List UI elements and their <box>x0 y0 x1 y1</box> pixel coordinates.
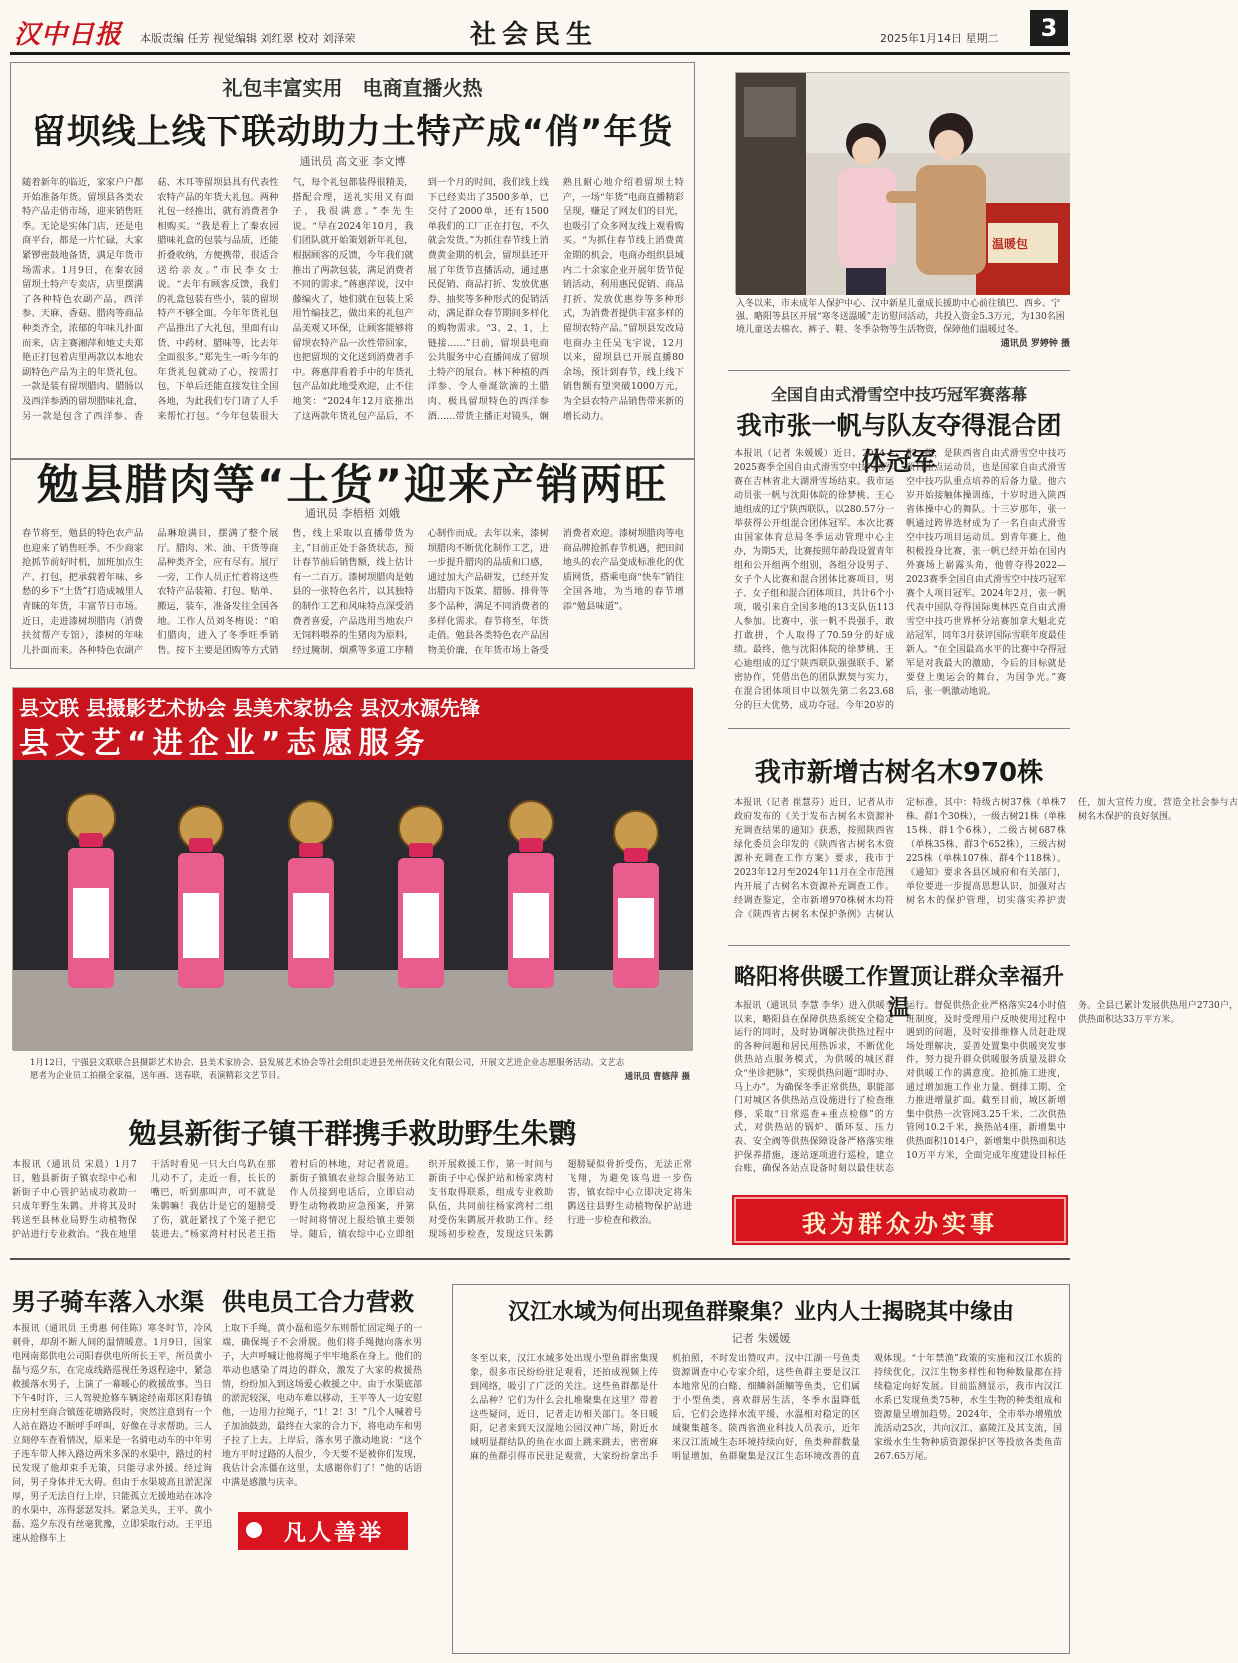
article-rescue-title-left: 男子骑车落入水渠 <box>12 1288 204 1316</box>
newspaper-logo: 汉中日报 <box>14 20 123 50</box>
article-fish-title: 汉江水域为何出现鱼群聚集？业内人士揭晓其中缘由 <box>507 1300 1014 1325</box>
winter-warmth-credit: 通讯员 罗婷钟 摄 <box>1000 339 1070 349</box>
section-title: 社会民生 <box>470 20 599 50</box>
article-liuba-byline: 通讯员 高文亚 李文博 <box>299 155 406 168</box>
divider-heating-top <box>728 945 1070 946</box>
article-rescue-body-left: 本报讯（通讯员 王勇惠 何佳陈）寒冬时节，冷风刺骨，却刮不断人间的温情暖意。1月9日，国家电网南郑供电公司阳春供电所所长王平，所员黄小磊与巡夕东，在完成线路巡视任务返程途中，紧急救援落水男子，上演了一幕暖心的救援故事。当日下午4时许，三人驾驶抢修车辆途经南郑区阳春镇庄房村至商合镇莲花塘路段时，突然注意到有一个人站在路边不断呼手呼叫，好像在寻求帮助。三人立刻停车查看情况，原来是一名骑电动车的中年男子连车带人摔入路边两米多深的水渠中，路过的村民发现了他却束手无策，只能寻求外援。经过询问，男子身体并无大碍。但由于水渠坡高且淤泥深厚，男子无法自行上岸，只能孤立无援地站在冰冷的水渠中，冻得瑟瑟发抖。紧急关头，王平、黄小磊、巡夕东没有丝毫犹豫，立即采取行动。王平迅速从抢修车上 <box>12 1324 212 1544</box>
article-rescue-body-right: 上取下手绳，黄小磊和巡夕东则帮忙固定绳子的一端，确保绳子不会滑脱。他们将手绳抛向落水男子，大声呼喊让他将绳子牢牢地系在身上。他们的举动也感染了周边的群众，激发了大家的救援热情，纷纷加入到这场爱心救援之中。由于水渠底部的淤泥较深，电动车难以移动，王平等人一边安慰他，一边用力拉绳子，“1！2！3！”几个人喊着号子加油鼓劲，最终在大家的合力下，将电动车和男子拉了上去。上岸后，落水男子激动地说：“这个地方平时过路的人很少，今天要不是被你们发现，我估计会冻僵在这里，太感谢你们了！”他的话语中满是感激与庆幸。 <box>222 1324 422 1488</box>
article-ibis-body: 本报讯（通讯员 宋晨）1月7日，勉县新街子镇农综中心和新街子中心管护站成功救助一只成年野生朱鹮。并将其及时转送至县林业局野生动植物保护站进行专业救治。“我在地里干活时看见一只大白鸟趴在那儿动不了，走近一看，长长的嘴巴，听到那叫声，可不就是朱鹮嘛！我估计是它的翅膀受了伤，就赶紧找了个笼子把它装进去。”杨家湾村村民老王指着村后的林地，对记者说道。新街子镇镇农业综合服务站工作人员接到电话后，立即启动野生动物救助应急预案，并第一时间将情况上报给镇主要领导。随后，镇农综中心立即组织开展救援工作，第一时间与新街子中心保护站和杨家湾村支书取得联系，组成专业救助队伍，共同前往杨家湾村二组对受伤朱鹮展开救助工作。经现场初步检查，发现这只朱鹮翅膀疑似骨折受伤，无法正常飞翔，为避免该鸟进一步伤害，镇农综中心立即决定将朱鹮送往县野生动植物保护站进行进一步检查和救治。 <box>12 1160 692 1240</box>
good-deed-dot-icon <box>246 1522 262 1538</box>
dance-credit: 通讯员 曹德萍 摄 <box>624 1072 690 1082</box>
article-fish-body: 冬至以来，汉江水域多处出现小型鱼群密集现象，很多市民纷纷驻足观看，还拍成视频上传到网络，吸引了广泛的关注。这些鱼群都是什么品种？它们为什么会扎堆聚集在这里？带着这些疑问，近日，记者走访相关部门。冬日暖阳，记者来到天汉湿地公园汉神广场，附近水域明显群结队的鱼在水面上跳来跳去，密密麻麻的鱼群引得市民驻足观赏，大家纷纷拿出手机拍照，不时发出赞叹声。汉中江湖一号鱼类资源调查中心专家介绍，这些鱼群主要是汉江本地常见的白鲦、细鳞斜颌鲴等鱼类，它们属于小型鱼类，喜欢群居生活，冬季水温降低后，它们会选择水流平缓、水温相对稳定的区域聚集越冬。陕西省渔业科技人员表示，近年来汉江流域生态环境持续向好，鱼类种群数量明显增加，鱼群聚集是汉江生态环境改善的直观体现。“十年禁渔”政策的实施和汉江水质的持续优化，汉江生物多样性和物种数量都在持续稳定向好发展。目前监测显示，我市内汉江水系已发现鱼类75种，水生生物的种类组成和资源量呈增加趋势。2024年，全市举办增殖放流活动25次，共向汉江、嘉陵江及其支流，国家级水生生物种质资源保护区等投放各类鱼苗267.65万尾。 <box>470 1354 1062 1462</box>
article-ski-kicker: 全国自由式滑雪空中技巧冠军赛落幕 <box>770 385 1027 404</box>
article-liuba-body: 随着新年的临近，家家户户都开始准备年货。留坝县各类农特产品走俏市场，迎来销售旺季。无论是实体门店，还是电商平台，都是一片忙碌，大家紧锣密鼓地备货，满足年货市场需求。1月9日，在秦农园留坝土特产专卖店，店里摆满了各种特色农副产品，西洋参、天麻、香菇、腊肉等商品种类齐全，浓郁的年味儿扑面而来，店主赛湘萍和她丈夫郑艳正打包着店里两款以本地农副特色产品为主的年货礼包。一款是装有留坝腊肉、腊肠以及西洋参酒的留坝腊味礼盒，另一款是包含了西洋参、香菇、木耳等留坝县具有代表性农特产品的年货大礼包。两种礼包一经推出，就有消费者争相购买。“我是看上了秦农园腊味礼盒的包装与品质，还能折叠收纳，方便携带，很适合送给亲友。”市民李女士说。“去年有顾客反馈，我们的礼盒包装有些小，装的留坝特产不够全面。今年年货礼包产品推出了大礼包，里面有山货、中药材、腊味等，比去年全面很多。”郑先生一听今年的年货礼包就动了心，按需打包，下单后还能直接发往全国各地，为此我们专门请了人手来帮忙打包。“今年包装很大气，每个礼包都装得很精美，搭配合理，送礼实用又有面子，我很满意。”李先生说。“早在2024年10月，我们团队就开始策划新年礼包，根据顾客的反馈，今年我们就推出了两款包装，满足消费者不同的需求。”蒋惠萍说，汉中藤编火了，她们就在包装上采用竹编技艺，做出来的礼包产品美观又环保，让顾客能够将留坝农特产品一次性带回家，也把留坝的文化送到消费者手中。蒋惠萍看着手中的年货礼包产品如此地受欢迎，止不住地笑：“2024年12月底推出了这两款年货礼包产品后，不到一个月的时间，我们线上线下已经卖出了3500多单，已交付了2000单，还有1500单我们的工厂正在打包，不久就会发货。”为抓住春节线上消费黄金期的机会，留坝县还开展了年货节直播活动，通过惠民促销、商品打折、发放优惠券、抽奖等多种形式的促销活动，满足群众春节期间多样化的购物需求。“3、2、1，上链接……”日前，留坝县电商公共服务中心直播间成了留坝土特产的展台。林下种植的西洋参、令人垂涎欲滴的土腊肉、极具留坝特色的西洋参酒……带货主播正对镜头，娴熟且耐心地介绍着留坝土特产，一场“年货”电商直播精彩呈现，赚足了网友们的目光，也吸引了众多网友线上观看购买。“为抓住春节线上消费黄金期的机会，电商办组织县域内二十余家企业开展年货节促销活动，利用惠民促销、商品打折、发放优惠券等多种形式，为消费者提供丰富多样的留坝农特产品。”留坝县发改局电商办主任吴飞宇说，12月以来，留坝县已开展直播80余场，预计到春节，线上线下销售额有望突破1000万元，为全县农特产品销售带来新的增长动力。 <box>22 177 684 422</box>
winter-warmth-photo <box>735 72 1069 294</box>
warmth-box-label: 温暖包 <box>992 237 1029 251</box>
article-heating-body: 本报讯（通讯员 李慧 李华）进入供暖季以来，略阳县在保障供热系统安全稳定运行的同时，及时协调解决供热过程中的各种问题和居民用热诉求，不断优化供热站点服务模式，为供暖的城区群众“坐诊把脉”，实现供热问题“即时办、马上办”。为确保冬季正常供热，职能部门对城区各供热站点设施进行了检查维修，采取“日常巡查+重点检修”的方式，对供热站的锅炉、循环泵、压力表、安全阀等供热保障设备严格落实维护保养措施，逐站逐项进行巡检，建立台账，确保各站点设备时刻以最佳状态运行。督促供热企业严格落实24小时值班制度，及时受理用户反映使用过程中遇到的问题，及时安排维修人员赶赴现场处理解决，妥善处置集中供暖突发事件，努力提升群众供暖服务质量及群众对供暖工作的满意度。抢抓施工进度，通过增加施工作业力量、倒排工期、全力推进增量扩面。截至目前，城区新增集中供热一次管网3.25千米、二次供热管网10.2千米，换热站4座，新增集中供热面积1014户，新增集中供热面积达10万平方米，全面完成年度建设目标任务。全县已累计发展供热用户2730户，供热面积达33万平方米。 <box>734 1001 1238 1175</box>
article-ski-title: 我市张一帆与队友夺得混合团体冠军 <box>736 411 1062 476</box>
article-ski-body: 本报讯（记者 朱媛媛）近日，2024—2025赛季全国自由式滑雪空中技巧冠军赛在吉林省北大湖滑雪场结束。我市运动员张一帆与沈阳体院的徐梦桃、王心迪组成的辽宁陕西联队，以280.57分一举获得公开组混合团体冠军。本次比赛由国家体育总局冬季运动管理中心主办，为期5天，比赛按照年龄段设置青年组和公开组两个组别，各组分设男子、女子个人比赛和混合团体比赛项目，男子、女子组和混合团体项目，共计6个小项，吸引来自全国多地的13支队伍113人参加。比赛中，张一帆不畏强手，敢打敢拼，个人取得了70.59分的好成绩。最终，他与沈阳体院的徐梦桃、王心迪组成的辽宁陕西联队强强联手、紧密协作，凭借出色的团队默契与实力，在混合团体项目中以领先第二名23.68分的巨大优势，成功夺冠。今年20岁的张一帆，是陕西省自由式滑雪空中技巧项目重点运动员，也是国家自由式滑雪空中技巧队重点培养的后备力量。他六岁开始接触体操训练，十岁时进入陕西省体操中心的舞队。十三岁那年，张一帆通过跨界选材成为了一名自由式滑雪空中技巧项目运动员。到青年赛上，他积极投身比赛，张一帆已经开始在国内外赛场上崭露头角，他曾夺得2022—2023赛季全国自由式滑雪空中技巧冠军赛个人项目冠军。2024年2月，张一帆代表中国队夺得国际奥林匹克自由式滑雪空中技巧世界杯分站赛加拿大魁北克站冠军，同年3月获评国际雪联年度最佳新人。“在全国最高水平的比赛中夺得冠军是对我最大的激励，今后的目标就是要登上奥运会的舞台，为国争光。”赛后，张一帆激动地说。 <box>734 449 1066 711</box>
dance-performance-photo <box>12 687 692 1050</box>
divider-trees-top <box>728 728 1070 729</box>
dance-banner-main: 县文艺“进企业”志愿服务 <box>19 726 431 761</box>
issue-date: 2025年1月14日 星期二 <box>880 32 999 45</box>
article-trees-title: 我市新增古树名木970株 <box>754 758 1044 788</box>
article-heating-title: 略阳将供暖工作置顶让群众幸福升温 <box>733 965 1064 1021</box>
article-rescue-title-right: 供电员工合力营救 <box>222 1288 414 1316</box>
page-number: 3 <box>1030 10 1068 46</box>
article-ibis-title: 勉县新街子镇干群携手救助野生朱鹮 <box>128 1117 577 1150</box>
article-mianxian-body: 春节将至，勉县的特色农产品也迎来了销售旺季。不少商家抢抓节前好时机，加班加点生产、打包，把承载着年味、乡愁的乡下“土货”打造成城里人青睐的年货，丰富节日市场。近日，走进漆树坝腊肉（消费扶贫帮产专馆），漆树的年味儿扑面而来。各种特色农副产品琳琅满目，摆满了整个展厅。腊肉、米、油、干货等商品种类齐全，应有尽有。展厅一旁，工作人员正忙着将这些农特产品装箱、打包、贴单、搬运，装车，准备发往全国各地。工作人员刘冬梅说：“咱们腊肉，进入了冬季旺季销售。按下主要是团购等方式销售，线上采取以直播带货为主，”目前正处于备货状态，预计春节前后销售额，线上估计有一二百万。漆树坝腊肉是勉县的一张特色名片，以其独特的制作工艺和风味特点深受消费者喜爱，产品选用当地农户无饲料喂养的生猪肉为原料，经过腌制、烟熏等多道工序精心制作而成。去年以来，漆树坝腊肉不断优化制作工艺，进一步提升腊肉的品质和口感，通过加大产品研发，已经开发出腊肉下饭菜、腊肠、排骨等多个品种，满足不同消费者的多样化需求。春节将至，年货走俏。勉县各类特色农产品因物美价廉，在年货市场上备受消费者欢迎。漆树坝腊肉等电商品牌抢抓春节机遇，把田间地头的农产品变成标准化的优质网货，搭乘电商“快车”销往全国各地，为当地的春节增添“勉县味道”。 <box>22 528 684 656</box>
article-liuba-title: 留坝线上线下联动助力土特产成“俏”年货 <box>31 112 674 152</box>
dance-caption: 1月12日，宁强县文联联合县摄影艺术协会、县美术家协会、县发展艺术协会等社会组织走进县羌州茯砖文化有限公司，开展文艺进企业志愿服务活动。文艺志愿者为企业员工拍摄全家福，送年画、送春联，表演精彩文艺节目。 <box>30 1058 625 1081</box>
article-mianxian-title: 勉县腊肉等“土货”迎来产销两旺 <box>36 460 669 509</box>
service-banner-label: 我为群众办实事 <box>802 1210 998 1238</box>
masthead-rule <box>10 52 1070 55</box>
dance-banner-top: 县文联 县摄影艺术协会 县美术家协会 县汉水源先锋 <box>19 696 480 720</box>
good-deed-banner-label: 凡人善举 <box>283 1521 384 1546</box>
article-mianxian-byline: 通讯员 李梧梧 刘娥 <box>305 507 400 520</box>
divider-ski-top <box>728 370 1070 371</box>
article-liuba-kicker: 礼包丰富实用 电商直播火热 <box>222 76 483 100</box>
article-fish-byline: 记者 朱媛媛 <box>731 1332 791 1345</box>
winter-warmth-caption: 入冬以来，市未成年人保护中心、汉中新星儿童成长援助中心前往镇巴、西乡、宁强、略阳等县区开展“寒冬送温暖”走访慰问活动，共投入资金5.3万元，为130名困境儿童送去棉衣、裤子、鞋、冬季杂物等生活物资，保障他们温暖过冬。 <box>736 299 1065 335</box>
divider-bottom <box>10 1258 1070 1260</box>
editor-credits: 本版责编 任芳 视觉编辑 刘红翠 校对 刘泽荣 <box>140 32 356 45</box>
article-trees-body: 本报讯（记者 崔慧芬）近日，记者从市政府发布的《关于发布古树名木资源补充调查结果的通知》获悉，按照陕西省绿化委员会印发的《陕西省古树名木资源补充调查工作方案》要求，我市于2023年12月至2024年11月在全市范围内开展了古树名木资源补充调查工作。经调查鉴定，全市新增970株树木均符合《陕西省古树名木保护条例》古树认定标准，其中：特级古树37株（单株7株、群1个30株），一级古树21株（单株15株、群1个6株），二级古树687株（单株35株、群3个652株），三级古树225株（单株107株、群4个118株）。《通知》要求各县区域府和有关部门，单位要进一步提高思想认识，加强对古树名木的保护管理，切实落实养护责任，加大宣传力度，营造全社会参与古树名木保护的良好氛围。 <box>734 798 1238 920</box>
